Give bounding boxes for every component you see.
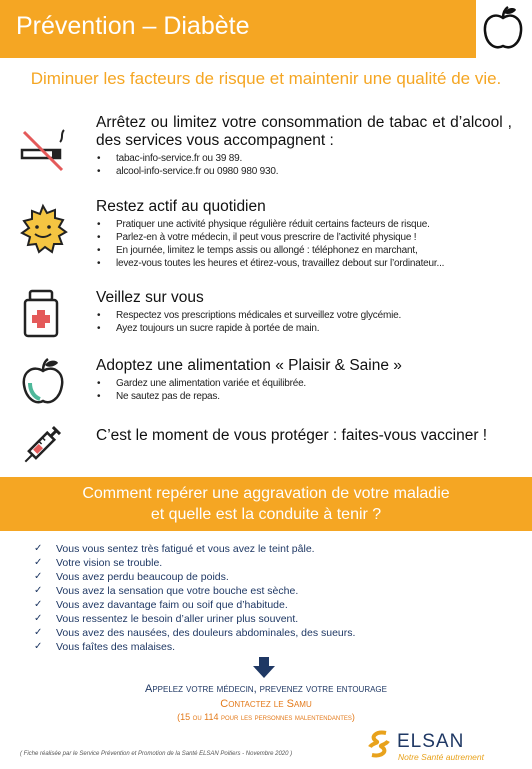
brand-name: ELSAN: [397, 731, 465, 752]
checkmark-icon: ✓: [34, 627, 43, 638]
list-item: • Parlez-en à votre médecin, il peut vous prescrire de l’activité physique !: [96, 231, 512, 244]
call-doctor-text: Appelez votre médecin, prevenez votre entourage: [144, 683, 387, 695]
checklist-item: ✓ Vous avez davantage faim ou soif que d’habitude.: [34, 599, 288, 611]
list-item: • tabac-info-service.fr ou 39 89.: [96, 152, 512, 165]
list-item: • En journée, limitez le temps assis ou allongé : téléphonez en marchant,: [96, 244, 512, 257]
list-item: • Gardez une alimentation variée et équilibrée.: [96, 377, 512, 390]
list-item: • Ne sautez pas de repas.: [96, 390, 512, 403]
checkmark-icon: ✓: [34, 613, 43, 624]
medicine-bottle-icon: [16, 287, 70, 341]
checkmark-icon: ✓: [34, 571, 43, 582]
warning-banner: [0, 477, 532, 531]
list-item: • alcool-info-service.fr ou 0980 980 930.: [96, 165, 512, 178]
contact-samu-text: Contactez le Samu: [220, 698, 312, 710]
list-item: • Pratiquer une activité physique régulière réduit certains facteurs de risque.: [96, 218, 512, 231]
page-title: Prévention – Diabète: [16, 12, 250, 40]
banner-line-2: et quelle est la conduite à tenir ?: [150, 506, 382, 523]
bullet-list: [96, 218, 512, 270]
banner-line-1: Comment repérer une aggravation de votre maladie: [82, 485, 450, 502]
emergency-numbers-text: (15 ou 114 pour les personnes malentendantes): [177, 712, 355, 722]
checklist-item: ✓ Vous avez la sensation que votre bouche est sèche.: [34, 585, 299, 597]
no-smoking-icon: [16, 122, 70, 176]
footer-note: ( Fiche réalisée par le Service Prévention et Promotion de la Santé ELSAN Poitiers - Novembre 2020 ): [20, 751, 293, 757]
subtitle: Diminuer les facteurs de risque et maintenir une qualité de vie.: [30, 69, 502, 88]
bullet-list: [96, 309, 512, 335]
checklist-item: ✓ Vous vous sentez très fatigué et vous avez le teint pâle.: [34, 543, 315, 555]
section-title: Adoptez une alimentation « Plaisir & Saine »: [96, 357, 402, 374]
checkmark-icon: ✓: [34, 557, 43, 568]
checkmark-icon: ✓: [34, 585, 43, 596]
list-item: • levez-vous toutes les heures et étirez-vous, travaillez debout sur l’ordinateur...: [96, 257, 512, 270]
arrow-down-icon: [252, 657, 276, 679]
checkmark-icon: ✓: [34, 641, 43, 652]
header-banner: [0, 0, 476, 58]
bullet-list: [96, 152, 512, 178]
checklist-item: ✓ Vous faîtes des malaises.: [34, 641, 176, 653]
apple-icon: [480, 4, 526, 52]
section-title: Arrêtez ou limitez votre consommation de tabac et d’alcool , des services vous accompagnent :: [96, 114, 512, 149]
checklist-item: ✓ Vous avez des nausées, des douleurs abdominales, des sueurs.: [34, 627, 356, 639]
sun-face-icon: [16, 202, 70, 256]
section-title: Veillez sur vous: [96, 289, 204, 306]
checklist-item: ✓ Votre vision se trouble.: [34, 557, 163, 569]
checklist-item: ✓ Vous avez perdu beaucoup de poids.: [34, 571, 229, 583]
syringe-icon: [16, 417, 70, 471]
checkmark-icon: ✓: [34, 543, 43, 554]
section-title: C’est le moment de vous protéger : faites-vous vacciner !: [96, 427, 488, 444]
apple-outline-icon: [16, 355, 70, 409]
section-title: Restez actif au quotidien: [96, 198, 266, 215]
list-item: • Ayez toujours un sucre rapide à portée de main.: [96, 322, 512, 335]
bullet-list: [96, 377, 512, 403]
list-item: • Respectez vos prescriptions médicales et surveillez votre glycémie.: [96, 309, 512, 322]
checkmark-icon: ✓: [34, 599, 43, 610]
elsan-logo-icon: [366, 729, 392, 759]
brand-tagline: Notre Santé autrement: [398, 752, 484, 762]
symptom-checklist: [34, 542, 504, 654]
checklist-item: ✓ Vous ressentez le besoin d’aller uriner plus souvent.: [34, 613, 299, 625]
